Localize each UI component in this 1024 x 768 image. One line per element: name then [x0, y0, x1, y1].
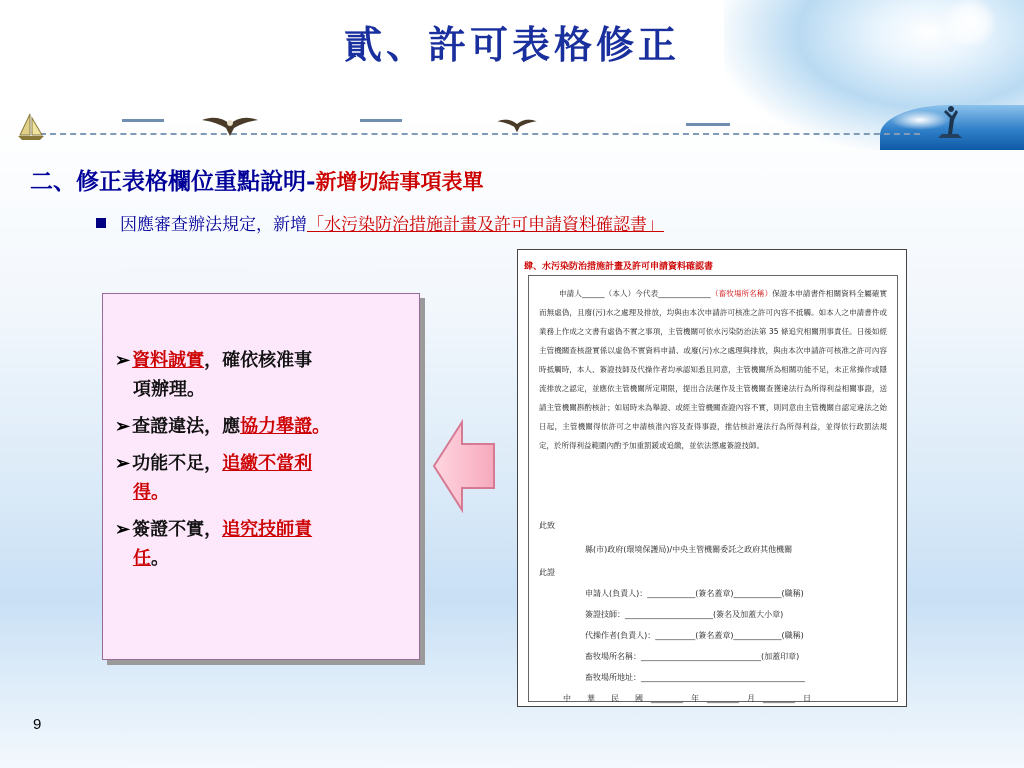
- bullet-point: [96, 210, 664, 235]
- sig-farm-name: 畜牧場所名稱：______________________________(加蓋印章): [585, 652, 800, 661]
- certify-label: 此證: [539, 568, 555, 577]
- section-heading-highlight: 新增切結事項表單: [315, 169, 484, 194]
- self-rep-text: （本人）今代表: [604, 289, 659, 298]
- diver-statue-icon: [930, 104, 970, 144]
- key-point-highlight: 協力舉證: [240, 416, 313, 437]
- key-point-continuation: 項辦理。: [133, 379, 205, 400]
- confirmation-form-document: [517, 249, 907, 707]
- key-point-item: [115, 346, 399, 404]
- document-paragraph: 件相關資料全屬確實而無虛偽，且廢(污)水之處理及排放，均與由本次申請許可核准之許可內容不抵觸。如本人之申請書件或業務上作成之文書有虛偽不實之事項，主管機關可依水污染防治法第 35 條追究相關刑事責任。日後如經主管機關查核證實係以虛偽不實資料申請、或廢(污)水之處理與排放，與由本次申請許可核准之許可內容時抵觸時，本人、簽證技師及代操作者均承認知悉且同意，主管機關所為相關功能不足，未正常操作或隱流排放之認定，並應依主管機關所定期限，提出合法運作及主管機關查獲違法行為所得利益相關事證，送請主管機關斟酌核計；如屆時未為舉證、或經主管機關查證內容不實，則同意由主管機關自認定違法之始日起，主管機關得依許可之申請核准內容及查得事證，推估核計違法行為所得利益，並得依行政罰法規定，於所得利益範圍內酌予加重罰鍰或追繳，並依法懲處簽證技師。: [539, 289, 888, 450]
- key-point-end: 。: [151, 482, 169, 503]
- sig-applicant: 申請人(負責人)：____________(簽名蓋章)____________(職稱): [585, 589, 804, 598]
- key-point-text: ，確依核准事: [204, 350, 313, 371]
- sailboat-icon: [14, 112, 48, 142]
- key-point-highlight: 得: [133, 482, 151, 503]
- eagle-icon: [496, 114, 538, 134]
- farm-name-tag: （畜牧場所名稱）: [710, 289, 773, 298]
- section-heading: [30, 163, 484, 196]
- key-point-continuation: [115, 478, 399, 507]
- document-title: 肆、水污染防治措施計畫及許可申請資料確認書: [524, 262, 714, 272]
- key-point-item: [115, 449, 399, 507]
- key-point-highlight: 追究技師責: [222, 519, 313, 540]
- arrow-bullet-icon: ➢: [115, 453, 131, 474]
- key-point-text: 查證違法，應: [132, 416, 241, 437]
- eagle-icon: [200, 110, 260, 138]
- arrow-bullet-icon: ➢: [115, 350, 131, 371]
- wave-line-decoration: [122, 119, 164, 122]
- key-point-text: 功能不足，: [132, 453, 223, 474]
- arrow-bullet-icon: ➢: [115, 519, 131, 540]
- blank-field: ______: [582, 289, 605, 298]
- key-points-box: [102, 293, 420, 660]
- agency-name: 縣(市)政府(環境保護局)/中央主管機關委託之政府其他機關: [585, 545, 793, 554]
- section-heading-prefix: 二、修正表格欄位重點說明: [30, 168, 306, 195]
- guarantee-text: 保證本申請書: [772, 289, 819, 298]
- wave-line-decoration: [360, 119, 402, 122]
- bullet-highlight: 「水污染防治措施計畫及許可申請資料確認書」: [307, 215, 664, 235]
- slide-title: 貳、許可表格修正: [343, 22, 680, 67]
- addressee-label: 此致: [539, 521, 555, 530]
- key-point-end: 。: [151, 548, 169, 569]
- date-line: 中 華 民 國 ________ 年 ________ 月 ________ 日: [563, 694, 811, 703]
- key-point-end: 。: [312, 416, 331, 437]
- sig-farm-address: 畜牧場所地址：_________________________________________: [585, 673, 805, 682]
- key-point-highlight: 追繳不當利: [222, 453, 313, 474]
- key-point-text: 簽證不實，: [132, 519, 223, 540]
- applicant-label: 申請人: [559, 289, 582, 298]
- section-heading-dash: -: [306, 168, 316, 195]
- key-point-continuation: [115, 544, 399, 573]
- document-frame: [528, 275, 898, 702]
- sig-operator: 代操作者(負責人)：__________(簽名蓋章)____________(職稱): [585, 631, 804, 640]
- page-number: 9: [33, 716, 42, 733]
- arrow-bullet-icon: ➢: [115, 416, 131, 437]
- key-point-highlight: 資料誠實: [132, 350, 205, 371]
- key-point-item: [115, 515, 399, 573]
- document-body: [539, 284, 887, 455]
- blank-field: ______________: [658, 289, 711, 298]
- left-arrow-icon: [432, 418, 496, 514]
- key-point-highlight: 任: [133, 548, 151, 569]
- sig-engineer: 簽證技師：______________________(簽名及加蓋大小章): [585, 610, 784, 619]
- header-divider: [40, 133, 920, 135]
- key-point-item: [115, 412, 399, 441]
- bullet-text: 因應審查辦法規定，新增: [120, 215, 307, 235]
- wave-line-decoration: [686, 123, 730, 126]
- square-bullet-icon: [96, 218, 106, 228]
